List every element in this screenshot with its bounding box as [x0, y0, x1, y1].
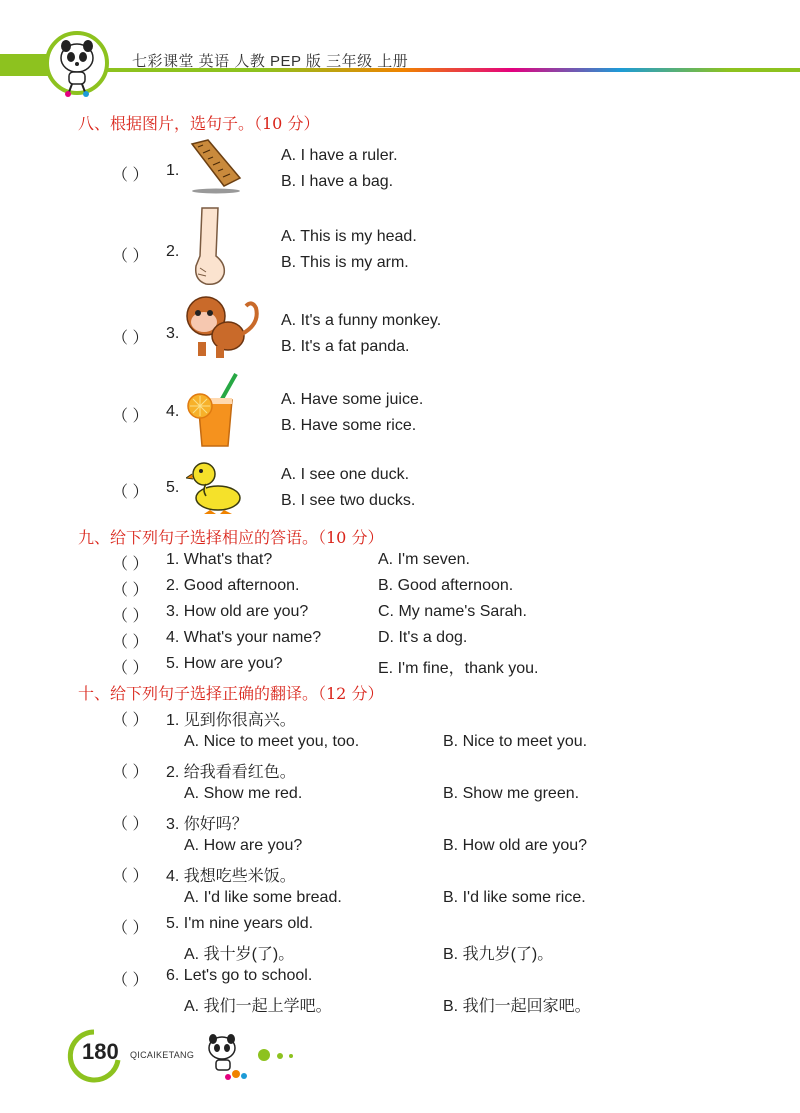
item-number: 5.	[166, 479, 180, 496]
option-b: B. How old are you?	[443, 837, 588, 854]
question: 5. How are you?	[166, 655, 283, 672]
answer-blank[interactable]: （ ）	[112, 920, 149, 937]
answer-blank[interactable]: （ ）	[112, 712, 149, 729]
answer-option: D. It's a dog.	[378, 629, 468, 646]
answer-blank[interactable]: （ ）	[112, 582, 149, 599]
question: 1. 见到你很高兴。	[166, 712, 296, 729]
answer-blank[interactable]: （ ）	[112, 868, 149, 885]
option-a: A. 我们一起上学吧。	[184, 998, 332, 1015]
panda-mascot-icon	[44, 30, 110, 100]
answer-blank[interactable]: （ ）	[112, 167, 149, 184]
option-a: A. 我十岁(了)。	[184, 946, 295, 963]
option-a: A. I have a ruler.	[281, 147, 398, 164]
option-a: A. How are you?	[184, 837, 303, 854]
answer-blank[interactable]: （ ）	[112, 660, 149, 677]
option-b: B. I have a bag.	[281, 173, 394, 190]
answer-option: B. Good afternoon.	[378, 577, 514, 594]
answer-blank[interactable]: （ ）	[112, 408, 149, 425]
answer-blank[interactable]: （ ）	[112, 330, 149, 347]
question: 3. 你好吗？	[166, 816, 248, 833]
option-b: B. Nice to meet you.	[443, 733, 588, 750]
item-number: 2.	[166, 243, 180, 260]
answer-blank[interactable]: （ ）	[112, 608, 149, 625]
monkey-icon	[180, 294, 264, 360]
option-a: A. It's a funny monkey.	[281, 312, 442, 329]
answer-blank[interactable]: （ ）	[112, 484, 149, 501]
footer-dots-icon	[256, 1047, 300, 1063]
question: 2. Good afternoon.	[166, 577, 300, 594]
question: 2. 给我看看红色。	[166, 764, 296, 781]
question: 4. 我想吃些米饭。	[166, 868, 296, 885]
option-a: A. I'd like some bread.	[184, 889, 342, 906]
header-title: 七彩课堂 英语 人教 PEP 版 三年级 上册	[132, 53, 409, 70]
ruler-icon	[184, 138, 246, 194]
answer-blank[interactable]: （ ）	[112, 556, 149, 573]
option-b: B. Have some rice.	[281, 417, 417, 434]
answer-blank[interactable]: （ ）	[112, 634, 149, 651]
arm-icon	[186, 206, 234, 290]
option-a: A. I see one duck.	[281, 466, 410, 483]
answer-blank[interactable]: （ ）	[112, 764, 149, 781]
question: 4. What's your name?	[166, 629, 322, 646]
option-b: B. 我们一起回家吧。	[443, 998, 591, 1015]
question: 6. Let's go to school.	[166, 967, 313, 984]
option-a: A. This is my head.	[281, 228, 417, 245]
page-number: 180	[82, 1039, 119, 1064]
question: 1. What's that?	[166, 551, 273, 568]
item-number: 4.	[166, 403, 180, 420]
item-number: 1.	[166, 162, 180, 179]
option-b: B. It's a fat panda.	[281, 338, 410, 355]
option-b: B. This is my arm.	[281, 254, 409, 271]
option-b: B. I see two ducks.	[281, 492, 416, 509]
item-number: 3.	[166, 325, 180, 342]
panda-mascot-icon	[200, 1030, 256, 1082]
option-b: B. 我九岁(了)。	[443, 946, 554, 963]
answer-blank[interactable]: （ ）	[112, 816, 149, 833]
section10-title: 十、给下列句子选择正确的翻译。（12 分）	[78, 684, 384, 703]
option-b: B. I'd like some rice.	[443, 889, 586, 906]
question: 5. I'm nine years old.	[166, 915, 314, 932]
answer-blank[interactable]: （ ）	[112, 248, 149, 265]
section9-title: 九、给下列句子选择相应的答语。（10 分）	[78, 528, 384, 547]
footer-brand: QICAIKETANG	[130, 1050, 195, 1060]
duck-icon	[186, 458, 242, 516]
answer-option: A. I'm seven.	[378, 551, 470, 568]
section8-title: 八、根据图片，选句子。（10 分）	[78, 114, 320, 133]
header	[0, 0, 800, 100]
option-a: A. Show me red.	[184, 785, 303, 802]
option-b: B. Show me green.	[443, 785, 580, 802]
answer-option: C. My name's Sarah.	[378, 603, 527, 620]
question: 3. How old are you?	[166, 603, 309, 620]
answer-blank[interactable]: （ ）	[112, 972, 149, 989]
juice-icon	[186, 372, 242, 450]
option-a: A. Nice to meet you, too.	[184, 733, 360, 750]
answer-option: E. I'm fine，thank you.	[378, 660, 539, 677]
option-a: A. Have some juice.	[281, 391, 424, 408]
